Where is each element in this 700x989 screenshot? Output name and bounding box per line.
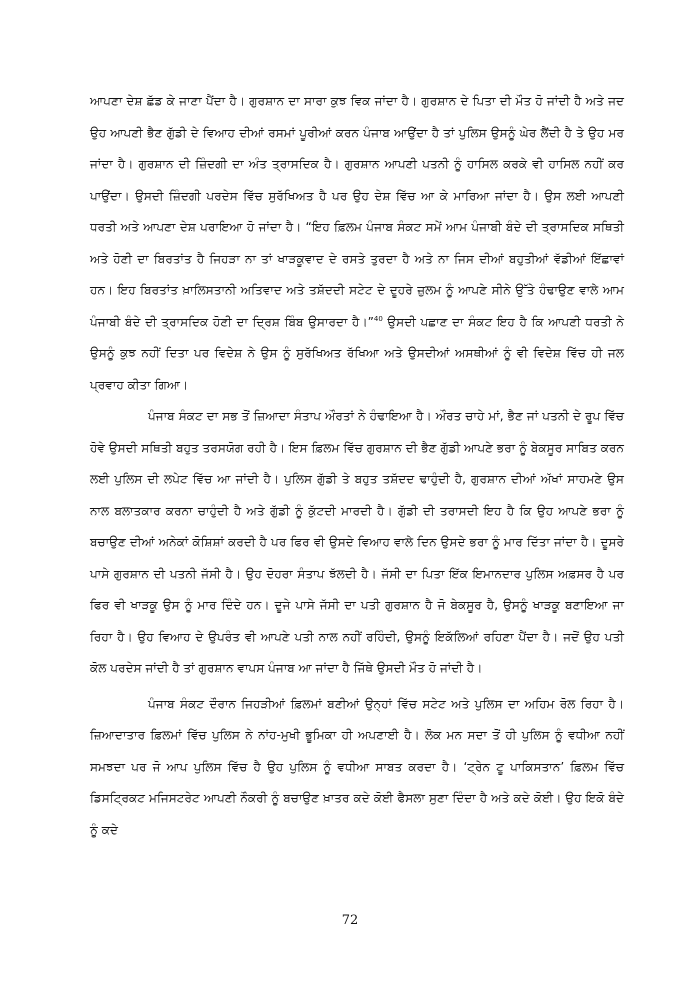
paragraph-3: ਪੰਜਾਬ ਸੰਕਟ ਦੌਰਾਨ ਜਿਹੜੀਆਂ ਫ਼ਿਲਮਾਂ ਬਣੀਆਂ ਉਨ੍ਹਾਂ ਵਿੱਚ ਸਟੇਟ ਅਤੇ ਪੁਲਿਸ ਦਾ ਅਹਿਮ ਰੋਲ ਰਿਹਾ ਹੈ। ਜ਼ਿਆਦਾਤਾਰ ਫ਼ਿਲਮਾਂ ਵਿੱਚ ਪੁਲਿਸ ਨੇ ਨਾਂਹ-ਮੁਖੀ ਭੂਮਿਕਾ ਹੀ ਅਪਣਾਈ ਹੈ। ਲੋਕ ਮਨ ਸਦਾ ਤੋਂ ਹੀ ਪੁਲਿਸ ਨੂੰ ਵਧੀਆ ਨਹੀਂ ਸਮਝਦਾ ਪਰ ਜੋ ਆਪ ਪੁਲਿਸ ਵਿੱਚ ਹੈ ਉਹ ਪੁਲਿਸ ਨੂੰ ਵਧੀਆ ਸਾਬਤ ਕਰਦਾ ਹੈ। ‘ਟ੍ਰੇਨ ਟੂ ਪਾਕਿਸਤਾਨ’ ਫ਼ਿਲਮ ਵਿੱਚ ਡਿਸਟ੍ਰਿਕਟ ਮਜਿਸਟਰੇਟ ਆਪਣੀ ਨੌਕਰੀ ਨੂੰ ਬਚਾਉਣ ਖ਼ਾਤਰ ਕਦੇ ਕੋਈ ਫੈਸਲਾ ਸੁਣਾ ਦਿੰਦਾ ਹੈ ਅਤੇ ਕਦੇ ਕੋਈ। ਉਹ ਇਕੋ ਬੰਦੇ ਨੂੰ ਕਦੇ [90,696,624,837]
paragraph-1-text: ਆਪਣਾ ਦੇਸ਼ ਛੱਡ ਕੇ ਜਾਣਾ ਪੈਂਦਾ ਹੈ। ਗੁਰਸ਼ਾਨ ਦਾ ਸਾਰਾ ਕੁਝ ਵਿਕ ਜਾਂਦਾ ਹੈ। ਗੁਰਸ਼ਾਨ ਦੇ ਪਿਤਾ ਦੀ ਮੌਤ ਹੋ ਜਾਂਦੀ ਹੈ ਅਤੇ ਜਦ ਉਹ ਆਪਣੀ ਭੈਣ ਗੁੱਡੀ ਦੇ ਵਿਆਹ ਦੀਆਂ ਰਸਮਾਂ ਪੂਰੀਆਂ ਕਰਨ ਪੰਜਾਬ ਆਉਂਦਾ ਹੈ ਤਾਂ ਪੁਲਿਸ ਉਸਨੂੰ ਘੇਰ ਲੈਂਦੀ ਹੈ ਤੇ ਉਹ ਮਰ ਜਾਂਦਾ ਹੈ। ਗੁਰਸ਼ਾਨ ਦੀ ਜ਼ਿੰਦਗੀ ਦਾ ਅੰਤ ਤ੍ਰਾਸਦਿਕ ਹੈ। ਗੁਰਸ਼ਾਨ ਆਪਣੀ ਪਤਨੀ ਨੂੰ ਹਾਸਿਲ ਕਰਕੇ ਵੀ ਹਾਸਿਲ ਨਹੀਂ ਕਰ ਪਾਉਂਦਾ। ਉਸਦੀ ਜ਼ਿੰਦਗੀ ਪਰਦੇਸ ਵਿੱਚ ਸੁਰੱਖਿਅਤ ਹੈ ਪਰ ਉਹ ਦੇਸ਼ ਵਿੱਚ ਆ ਕੇ ਮਾਰਿਆ ਜਾਂਦਾ ਹੈ। ਉਸ ਲਈ ਆਪਣੀ ਧਰਤੀ ਅਤੇ ਆਪਣਾ ਦੇਸ਼ ਪਰਾਇਆ ਹੋ ਜਾਂਦਾ ਹੈ। “ਇਹ ਫ਼ਿਲਮ ਪੰਜਾਬ ਸੰਕਟ ਸਮੇਂ ਆਮ ਪੰਜਾਬੀ ਬੰਦੇ ਦੀ ਤ੍ਰਾਸਦਿਕ ਸਥਿਤੀ ਅਤੇ ਹੋਣੀ ਦਾ ਬਿਰਤਾਂਤ ਹੈ ਜਿਹੜਾ ਨਾ ਤਾਂ ਖਾੜਕੂਵਾਦ ਦੇ ਰਸਤੇ ਤੁਰਦਾ ਹੈ ਅਤੇ ਨਾ ਜਿਸ ਦੀਆਂ ਬਹੁਤੀਆਂ ਵੱਡੀਆਂ ਇੱਛਾਵਾਂ ਹਨ। ਇਹ ਬਿਰਤਾਂਤ ਖ਼ਾਲਿਸਤਾਨੀ ਅਤਿਵਾਦ ਅਤੇ ਤਸ਼ੱਦਦੀ ਸਟੇਟ ਦੇ ਦੂਹਰੇ ਜ਼ੁਲਮ ਨੂੰ ਆਪਣੇ ਸੀਨੇ ਉੱਤੇ ਹੰਢਾਉਣ ਵਾਲੇ ਆਮ ਪੰਜਾਬੀ ਬੰਦੇ ਦੀ ਤ੍ਰਾਸਦਿਕ ਹੋਣੀ ਦਾ ਦ੍ਰਿਸ਼ ਬਿੰਬ ਉਸਾਰਦਾ ਹੈ।” [90,94,624,329]
paragraph-2: ਪੰਜਾਬ ਸੰਕਟ ਦਾ ਸਭ ਤੋਂ ਜ਼ਿਆਦਾ ਸੰਤਾਪ ਔਰਤਾਂ ਨੇ ਹੰਢਾਇਆ ਹੈ। ਔਰਤ ਚਾਹੇ ਮਾਂ, ਭੈਣ ਜਾਂ ਪਤਨੀ ਦੇ ਰੂਪ ਵਿੱਚ ਹੋਵੇ ਉਸਦੀ ਸਥਿਤੀ ਬਹੁਤ ਤਰਸਯੋਗ ਰਹੀ ਹੈ। ਇਸ ਫ਼ਿਲਮ ਵਿੱਚ ਗੁਰਸ਼ਾਨ ਦੀ ਭੈਣ ਗੁੱਡੀ ਆਪਣੇ ਭਰਾ ਨੂੰ ਬੇਕਸੂਰ ਸਾਬਿਤ ਕਰਨ ਲਈ ਪੁਲਿਸ ਦੀ ਲਪੇਟ ਵਿੱਚ ਆ ਜਾਂਦੀ ਹੈ। ਪੁਲਿਸ ਗੁੱਡੀ ਤੇ ਬਹੁਤ ਤਸ਼ੱਦਦ ਢਾਹੁੰਦੀ ਹੈ, ਗੁਰਸ਼ਾਨ ਦੀਆਂ ਅੱਖਾਂ ਸਾਹਮਣੇ ਉਸ ਨਾਲ ਬਲਾਤਕਾਰ ਕਰਨਾ ਚਾਹੁੰਦੀ ਹੈ ਅਤੇ ਗੁੱਡੀ ਨੂੰ ਕੁੱਟਦੀ ਮਾਰਦੀ ਹੈ। ਗੁੱਡੀ ਦੀ ਤਰਾਸਦੀ ਇਹ ਹੈ ਕਿ ਉਹ ਆਪਣੇ ਭਰਾ ਨੂੰ ਬਚਾਉਣ ਦੀਆਂ ਅਨੇਕਾਂ ਕੋਸ਼ਿਸ਼ਾਂ ਕਰਦੀ ਹੈ ਪਰ ਫਿਰ ਵੀ ਉਸਦੇ ਵਿਆਹ ਵਾਲੇ ਦਿਨ ਉਸਦੇ ਭਰਾ ਨੂੰ ਮਾਰ ਦਿੱਤਾ ਜਾਂਦਾ ਹੈ। ਦੂਸਰੇ ਪਾਸੇ ਗੁਰਸ਼ਾਨ ਦੀ ਪਤਨੀ ਜੱਸੀ ਹੈ। ਉਹ ਦੋਹਰਾ ਸੰਤਾਪ ਝੱਲਦੀ ਹੈ। ਜੱਸੀ ਦਾ ਪਿਤਾ ਇੱਕ ਇਮਾਨਦਾਰ ਪੁਲਿਸ ਅਫ਼ਸਰ ਹੈ ਪਰ ਫਿਰ ਵੀ ਖਾੜਕੂ ਉਸ ਨੂੰ ਮਾਰ ਦਿੰਦੇ ਹਨ। ਦੂਜੇ ਪਾਸੇ ਜੱਸੀ ਦਾ ਪਤੀ ਗੁਰਸ਼ਾਨ ਹੈ ਜੋ ਬੇਕਸੂਰ ਹੈ, ਉਸਨੂੰ ਖਾੜਕੂ ਬਣਾਇਆ ਜਾ ਰਿਹਾ ਹੈ। ਉਹ ਵਿਆਹ ਦੇ ਉਪਰੰਤ ਵੀ ਆਪਣੇ ਪਤੀ ਨਾਲ ਨਹੀਂ ਰਹਿੰਦੀ, ਉਸਨੂੰ ਇਕੱਲਿਆਂ ਰਹਿਣਾ ਪੈਂਦਾ ਹੈ। ਜਦੋਂ ਉਹ ਪਤੀ ਕੋਲ ਪਰਦੇਸ ਜਾਂਦੀ ਹੈ ਤਾਂ ਗੁਰਸ਼ਾਨ ਵਾਪਸ ਪੰਜਾਬ ਆ ਜਾਂਦਾ ਹੈ ਜਿੱਥੇ ਉਸਦੀ ਮੌਤ ਹੋ ਜਾਂਦੀ ਹੈ। [90,409,624,675]
page-number: 72 [341,913,359,928]
page-body [90,86,624,846]
footnote-ref-40: 40 [373,314,383,323]
paragraph-1 [90,86,624,401]
paragraph-1-text-continued: ਉਸਦੀ ਪਛਾਣ ਦਾ ਸੰਕਟ ਇਹ ਹੈ ਕਿ ਆਪਣੀ ਧਰਤੀ ਨੇ ਉਸਨੂੰ ਕੁਝ ਨਹੀਂ ਦਿਤਾ ਪਰ ਵਿਦੇਸ਼ ਨੇ ਉਸ ਨੂੰ ਸੁਰੱਖਿਅਤ ਰੱਖਿਆ ਅਤੇ ਉਸਦੀਆਂ ਅਸਥੀਆਂ ਨੂੰ ਵੀ ਵਿਦੇਸ਼ ਵਿੱਚ ਹੀ ਜਲ ਪ੍ਰਵਾਹ ਕੀਤਾ ਗਿਆ। [90,314,624,392]
